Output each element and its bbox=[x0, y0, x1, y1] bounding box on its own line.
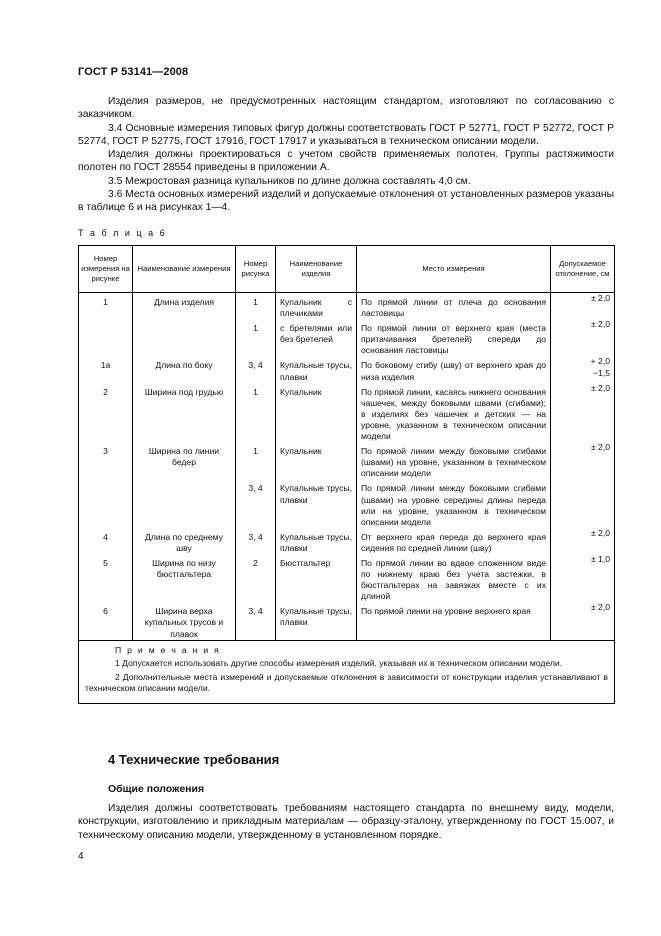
header-figure-number: Номер рисунка bbox=[236, 246, 276, 293]
table-notes-row bbox=[79, 640, 615, 703]
header-item-name: Наименование изделия bbox=[276, 246, 357, 293]
cell-tolerance: ± 2,0 bbox=[551, 602, 615, 640]
cell-name bbox=[133, 479, 236, 527]
header-measurement-name: Наименование измерения bbox=[133, 246, 236, 293]
table-row bbox=[79, 442, 615, 479]
header-measurement-place: Место измерения bbox=[357, 246, 551, 293]
cell-number bbox=[79, 319, 133, 356]
cell-tolerance: ± 2,0 bbox=[551, 442, 615, 479]
table-row bbox=[79, 356, 615, 382]
cell-number: 2 bbox=[79, 383, 133, 442]
cell-tolerance: ± 2,0 bbox=[551, 528, 615, 554]
cell-number: 6 bbox=[79, 602, 133, 640]
cell-number: 1а bbox=[79, 356, 133, 382]
cell-name: Ширина по низу бюстгальтера bbox=[133, 554, 236, 602]
section-body-text: Изделия должны соответствовать требованиям настоящего стандарта по внешнему виду, модели, конструкции, изготовлению и прикладным материалам — образцу-эталону, утвержденному по ГОСТ 15.007, и техническому описанию модели, утвержденному в установленном порядке. bbox=[78, 803, 614, 841]
cell-tolerance bbox=[551, 479, 615, 527]
cell-name bbox=[133, 319, 236, 356]
cell-tolerance: ± 2,0 bbox=[551, 319, 615, 356]
cell-figure: 1 bbox=[236, 383, 276, 442]
cell-number: 3 bbox=[79, 442, 133, 479]
cell-place: По прямой линии от верхнего края (места притачивания бретелей) спереди до основания ластовицы bbox=[357, 319, 551, 356]
cell-item: Купальные трусы, плавки bbox=[276, 528, 357, 554]
table-row bbox=[79, 554, 615, 602]
cell-figure: 3, 4 bbox=[236, 356, 276, 382]
table-row bbox=[79, 479, 615, 527]
cell-tolerance: ± 2,0 bbox=[551, 383, 615, 442]
cell-figure: 3, 4 bbox=[236, 602, 276, 640]
cell-item: Бюстгальтер bbox=[276, 554, 357, 602]
document-header: ГОСТ Р 53141—2008 bbox=[78, 66, 189, 78]
cell-number bbox=[79, 479, 133, 527]
cell-place: По прямой линии от плеча до основания ластовицы bbox=[357, 293, 551, 320]
clause-3-4: 3.4 Основные измерения типовых фигур должны соответствовать ГОСТ Р 52771, ГОСТ Р 52772, ГОСТ Р 52774, ГОСТ Р 52775, ГОСТ 17916, ГОСТ 17917 и указываться в техническом описании модели. bbox=[78, 122, 614, 147]
cell-place: По прямой линии между боковыми сгибами (швами) на уровне, указанном в техническом описании модели bbox=[357, 442, 551, 479]
note-item: 1 Допускается использовать другие способы измерения изделий, указывая их в техническом описании модели. bbox=[115, 658, 563, 669]
cell-name: Ширина по линии бедер bbox=[133, 442, 236, 479]
cell-figure: 3, 4 bbox=[236, 528, 276, 554]
cell-item: Купальные трусы, плавки bbox=[276, 356, 357, 382]
cell-item: Купальник bbox=[276, 383, 357, 442]
cell-figure: 1 bbox=[236, 293, 276, 320]
cell-number: 5 bbox=[79, 554, 133, 602]
clause-3-5: 3.5 Межростовая разница купальников по длине должна составлять 4,0 см. bbox=[108, 175, 471, 187]
cell-place: По прямой линии во вдвое сложенном виде по нижнему краю без учета застежки, в бюстгальтерах на завязках вместе с их длиной bbox=[357, 554, 551, 602]
cell-place: По прямой линии между боковыми сгибами (швами) на уровне середины длины переда или на уровне, указанном в техническом описании модели bbox=[357, 479, 551, 527]
subsection-title: Общие положения bbox=[108, 783, 205, 795]
cell-name: Длина изделия bbox=[133, 293, 236, 320]
page-number: 4 bbox=[78, 851, 84, 862]
cell-tolerance: + 2,0 −1,5 bbox=[551, 356, 615, 382]
cell-figure: 1 bbox=[236, 442, 276, 479]
cell-figure: 2 bbox=[236, 554, 276, 602]
table-row bbox=[79, 602, 615, 640]
table-row bbox=[79, 528, 615, 554]
cell-item: Купальник с плечиками bbox=[276, 293, 357, 320]
table-row bbox=[79, 383, 615, 442]
intro-paragraph: Изделия размеров, не предусмотренных настоящим стандартом, изготовляют по согласованию с заказчиком. bbox=[78, 96, 614, 121]
cell-name: Ширина под грудью bbox=[133, 383, 236, 442]
cell-figure: 3, 4 bbox=[236, 479, 276, 527]
cell-place: От верхнего края переда до верхнего края сидения по средней линии (шву) bbox=[357, 528, 551, 554]
cell-item: Купальные трусы, плавки bbox=[276, 602, 357, 640]
cell-item: Купальные трусы, плавки bbox=[276, 479, 357, 527]
cell-item: Купальник bbox=[276, 442, 357, 479]
cell-number: 1 bbox=[79, 293, 133, 320]
cell-tolerance: ± 1,0 bbox=[551, 554, 615, 602]
table-header-row bbox=[79, 246, 615, 293]
header-tolerance: Допускаемое отклонение, см bbox=[551, 246, 615, 293]
notes-title: П р и м е ч а н и я bbox=[115, 644, 221, 655]
cell-item: с бретелями или без бретелей bbox=[276, 319, 357, 356]
section-title: 4 Технические требования bbox=[108, 752, 280, 767]
table-row bbox=[79, 293, 615, 320]
cell-place: По прямой линии, касаясь нижнего основания чашечек, между боковыми швами (сгибами); в изделиях без чашечек и детских — на уровне, указанном в техническом описании модели bbox=[357, 383, 551, 442]
header-measurement-number: Номер измерения на рисунке bbox=[79, 246, 133, 293]
cell-name: Длина по среднему шву bbox=[133, 528, 236, 554]
intro-paragraph: Изделия должны проектироваться с учетом свойств применяемых полотен. Группы растяжимости полотен по ГОСТ 28554 приведены в приложении А. bbox=[78, 149, 614, 174]
cell-name: Ширина верха купальных трусов и плавок bbox=[133, 602, 236, 640]
intro-text bbox=[78, 95, 614, 215]
table-row bbox=[79, 319, 615, 356]
cell-number: 4 bbox=[79, 528, 133, 554]
note-item: 2 Дополнительные места измерений и допускаемые отклонения в зависимости от конструкции изделия устанавливают в техническом описании модели. bbox=[85, 671, 608, 694]
cell-place: По прямой линии на уровне верхнего края bbox=[357, 602, 551, 640]
clause-3-6: 3.6 Места основных измерений изделий и допускаемые отклонения от установленных размеров указаны в таблице 6 и на рисунках 1—4. bbox=[78, 189, 614, 214]
cell-name: Длина по боку bbox=[133, 356, 236, 382]
table-notes bbox=[79, 640, 615, 703]
cell-tolerance: ± 2,0 bbox=[551, 293, 615, 320]
measurements-table bbox=[78, 245, 615, 704]
cell-place: По боковому сгибу (шву) от верхнего края до низа изделия bbox=[357, 356, 551, 382]
table-caption: Т а б л и ц а 6 bbox=[78, 228, 167, 238]
cell-figure: 1 bbox=[236, 319, 276, 356]
